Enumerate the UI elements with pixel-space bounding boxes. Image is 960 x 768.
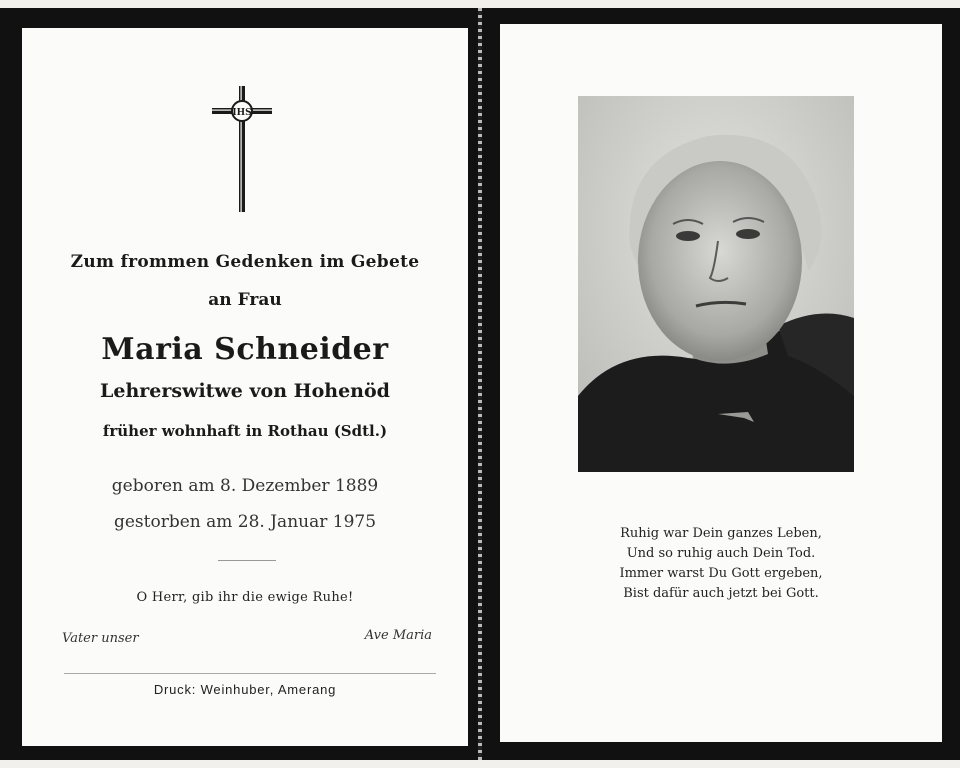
short-divider bbox=[218, 560, 276, 561]
vater-unser-text: Vater unser bbox=[62, 631, 139, 646]
verse-line: Ruhig war Dein ganzes Leben, bbox=[620, 526, 822, 541]
right-panel bbox=[500, 24, 942, 742]
deceased-title: Lehrerswitwe von Hohenöd bbox=[100, 380, 390, 402]
verse-line: Und so ruhig auch Dein Tod. bbox=[626, 546, 816, 561]
portrait-photo bbox=[578, 96, 854, 472]
memorial-verse bbox=[500, 524, 942, 604]
fold-line bbox=[478, 8, 482, 760]
verse-line: Bist dafür auch jetzt bei Gott. bbox=[623, 586, 819, 601]
death-date: gestorben am 28. Januar 1975 bbox=[113, 512, 377, 532]
birth-date: geboren am 8. Dezember 1889 bbox=[111, 476, 379, 496]
former-residence: früher wohnhaft in Rothau (Sdtl.) bbox=[102, 422, 388, 440]
an-frau-text: an Frau bbox=[208, 290, 282, 310]
ave-maria-text: Ave Maria bbox=[364, 628, 432, 643]
cross-monogram: IHS bbox=[232, 108, 252, 118]
intro-text: Zum frommen Gedenken im Gebete bbox=[70, 252, 420, 272]
verse-line: Immer warst Du Gott ergeben, bbox=[619, 566, 823, 581]
deceased-name: Maria Schneider bbox=[101, 332, 389, 367]
prayer-text: O Herr, gib ihr die ewige Ruhe! bbox=[136, 590, 354, 605]
printer-credit: Druck: Weinhuber, Amerang bbox=[153, 682, 337, 697]
long-divider bbox=[64, 673, 436, 674]
cross-ihs-icon bbox=[212, 86, 272, 212]
left-panel bbox=[22, 28, 468, 746]
